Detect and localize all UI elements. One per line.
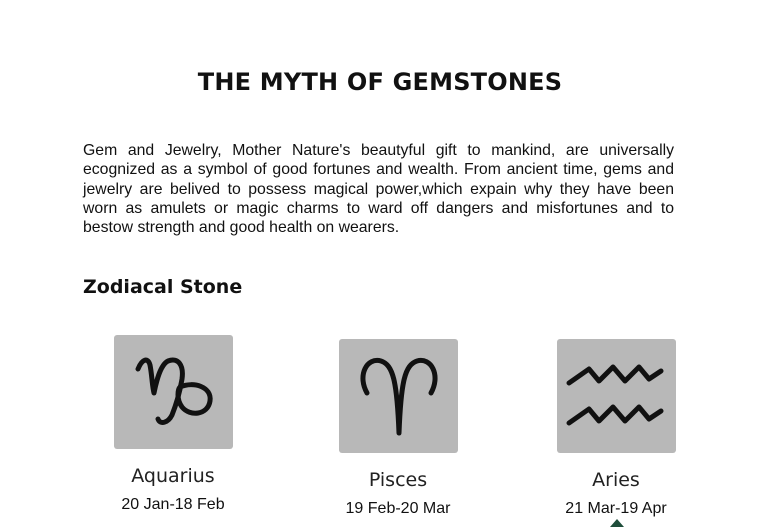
section-heading: Zodiacal Stone <box>83 276 243 298</box>
zodiac-tile[interactable] <box>114 335 233 449</box>
zodiac-card-aries[interactable] <box>526 339 706 518</box>
zodiac-name: Pisces <box>368 469 428 491</box>
aries-icon <box>339 339 458 453</box>
page-title: THE MYTH OF GEMSTONES <box>197 68 563 96</box>
capricorn-icon <box>114 335 233 449</box>
zodiac-name: Aries <box>592 469 640 491</box>
zodiac-dates: 19 Feb-20 Mar <box>345 500 451 517</box>
zodiac-card-pisces[interactable] <box>308 339 488 518</box>
zodiac-name: Aquarius <box>131 465 215 487</box>
zodiac-card-aquarius[interactable] <box>83 335 263 514</box>
zodiac-tile[interactable] <box>339 339 458 453</box>
triangle-marker-icon <box>610 519 624 527</box>
zodiac-dates: 20 Jan-18 Feb <box>121 496 225 513</box>
aquarius-icon <box>557 339 676 453</box>
intro-paragraph: Gem and Jewelry, Mother Nature's beautyful gift to mankind, are universally ecognized as a symbol of good fortunes and wealth. From ancient time, gems and jewelry are belived to possess magical power,which expain why they have been worn as amulets or magic charms to ward off dangers and misfortunes and to bestow strength and good health on wearers. <box>83 142 674 237</box>
zodiac-dates: 21 Mar-19 Apr <box>565 500 667 517</box>
zodiac-tile[interactable] <box>557 339 676 453</box>
